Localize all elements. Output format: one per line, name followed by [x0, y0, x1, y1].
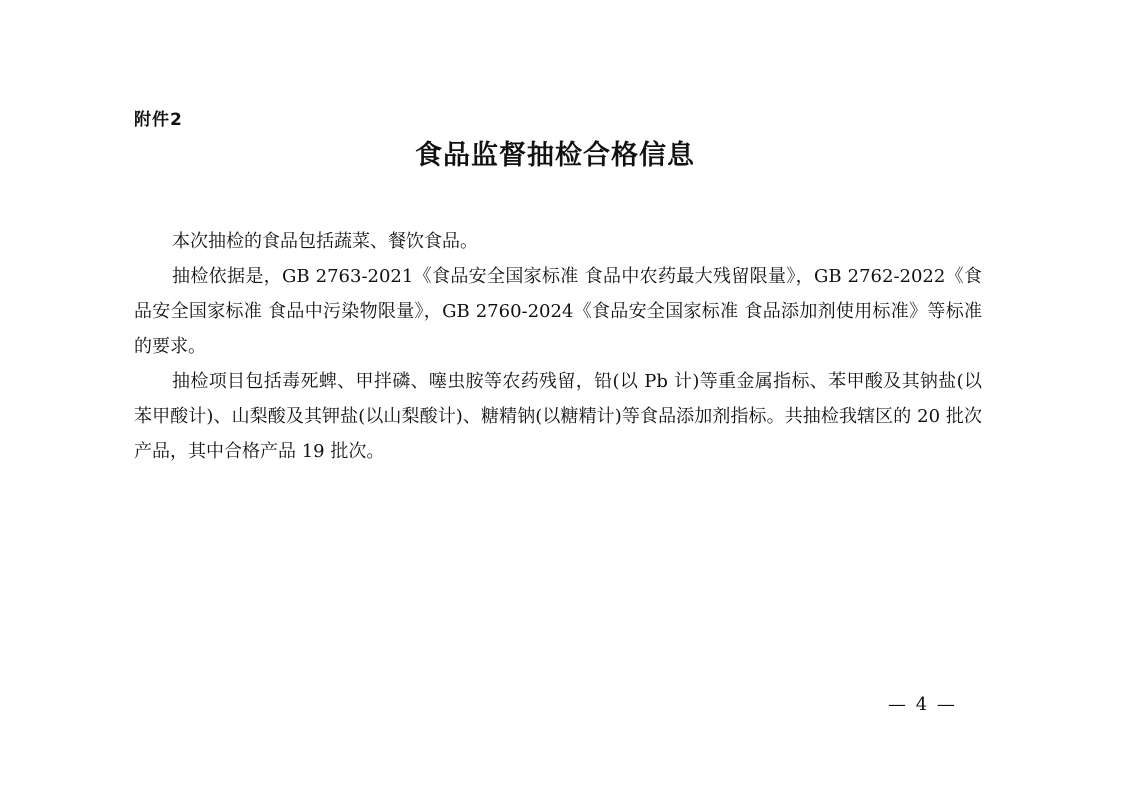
- document-body: [134, 224, 982, 469]
- paragraph-basis: 抽检依据是，GB 2763-2021《食品安全国家标准 食品中农药最大残留限量》，GB 2762-2022《食品安全国家标准 食品中污染物限量》，GB 2760-2024《食品安全国家标准 食品添加剂使用标准》等标准的要求。: [134, 266, 982, 357]
- attachment-label: 附件2: [134, 110, 183, 130]
- document-title: 食品监督抽检合格信息: [415, 140, 695, 171]
- paragraph-scope: 本次抽检的食品包括蔬菜、餐饮食品。: [172, 231, 478, 252]
- paragraph-items: 抽检项目包括毒死蜱、甲拌磷、噻虫胺等农药残留，铅(以 Pb 计)等重金属指标、苯甲酸及其钠盐(以苯甲酸计)、山梨酸及其钾盐(以山梨酸计)、糖精钠(以糖精计)等食品添加剂指标。共抽检我辖区的 20 批次产品，其中合格产品 19 批次。: [134, 371, 982, 462]
- page-number: — 4 —: [888, 694, 957, 715]
